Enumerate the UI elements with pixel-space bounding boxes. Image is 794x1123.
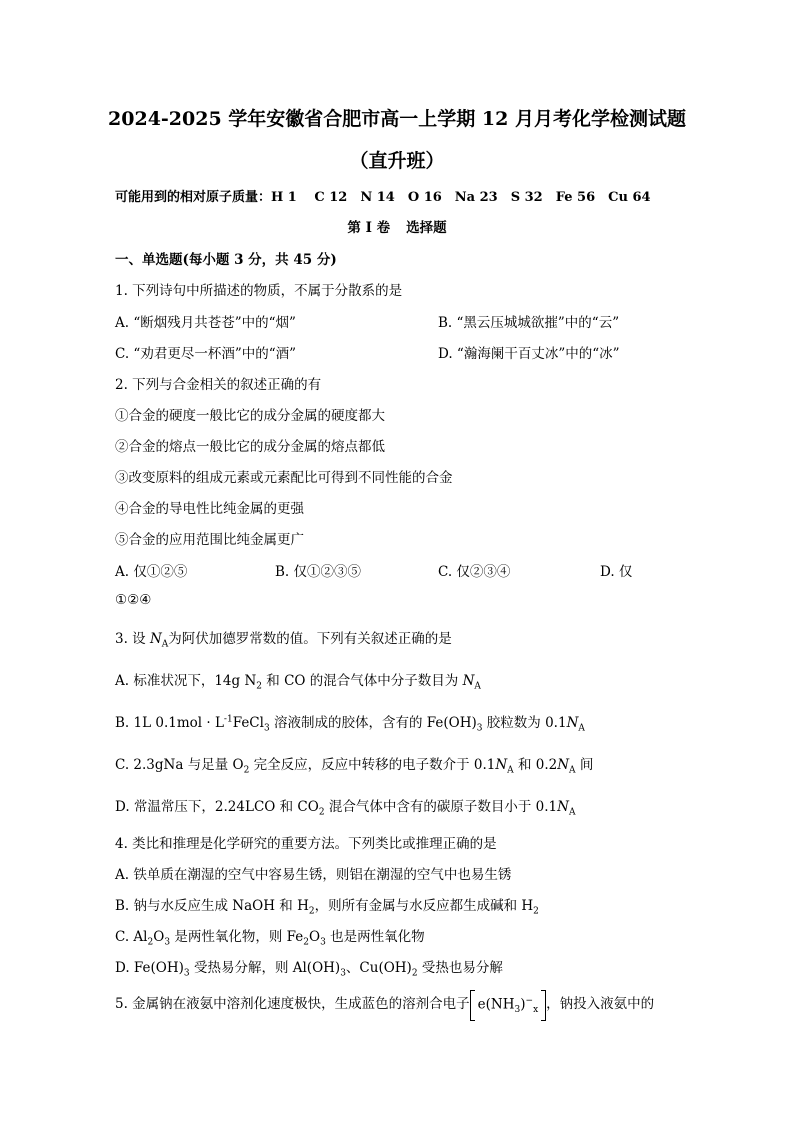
q4-b-pre: B. 钠与水反应生成 NaOH 和 H	[115, 898, 309, 914]
volume-heading	[0, 216, 794, 236]
q4-c-p1: C. Al	[115, 929, 148, 945]
q3-a-mid: 和 CO 的混合气体中分子数目为	[262, 673, 463, 689]
q5-e-subx: x	[533, 1004, 539, 1015]
q5-e-sub3: 3	[514, 1004, 521, 1015]
section-heading: 一、单选题(每小题 3 分，共 45 分)	[115, 252, 337, 268]
q1-option-b: B. “黑云压城城欲摧”中的“云”	[438, 315, 620, 331]
q2-option-c: C. 仅②③④	[438, 564, 511, 580]
q1-stem: 1. 下列诗句中所描述的物质，不属于分散系的是	[115, 283, 403, 299]
q4-c-p4: O	[308, 929, 321, 945]
q4-option-c	[115, 925, 425, 948]
na-sub: A	[507, 765, 514, 776]
na-symbol: N	[149, 631, 162, 647]
q3-c-end: 间	[575, 757, 594, 773]
q4-c-p2: O	[153, 929, 165, 945]
q4-option-d	[115, 956, 503, 979]
q4-b-sub2: 2	[533, 906, 539, 917]
q4-c-s3: 2	[303, 937, 309, 948]
q3-a-pre: A. 标准状况下，14g N	[115, 673, 257, 689]
q2-statement-4: ④合金的导电性比纯金属的更强	[115, 501, 304, 517]
q3-option-c	[115, 753, 593, 776]
q3-c-mid: 完全反应，反应中转移的电子数介于 0.1	[249, 757, 496, 773]
q3-b-pre: B. 1L 0.1mol · L	[115, 715, 224, 731]
na-sub: A	[568, 807, 576, 818]
q4-c-s4: 3	[320, 937, 326, 948]
q4-d-p4: 受热也易分解	[417, 960, 503, 976]
q3-b-sup: -1	[223, 714, 233, 725]
q5-stem	[115, 992, 654, 1015]
q4-d-s3: 2	[411, 968, 418, 979]
q2-statement-5: ⑤合金的应用范围比纯金属更广	[115, 532, 304, 548]
q4-b-sub1: 2	[308, 906, 315, 917]
q2-option-d: D. 仅	[600, 564, 633, 580]
q4-c-s2: 3	[164, 937, 171, 948]
na-sub: A	[569, 765, 576, 776]
q3-b-sub3: 3	[263, 723, 270, 734]
q4-d-s2: 3	[340, 968, 346, 979]
q1-option-a: A. “断烟残月共苍苍”中的“烟”	[115, 315, 296, 331]
q3-b-mid3: 胶粒数为 0.1	[482, 715, 567, 731]
q3-d-sub2: 2	[318, 807, 325, 818]
solvated-electron-formula	[470, 996, 546, 1015]
na-symbol: N	[557, 799, 569, 815]
na-sub: A	[578, 723, 585, 734]
q3-stem	[115, 627, 452, 650]
q1-option-d: D. “瀚海阑干百丈冰”中的“冰”	[438, 346, 620, 362]
q4-c-p5: 也是两性氧化物	[325, 929, 425, 945]
q5-stem-post: ，钠投入液氨中的	[546, 996, 655, 1012]
q3-b-mid2: 溶液制成的胶体，含有的 Fe(OH)	[269, 715, 477, 731]
q3-b-mid1: FeCl	[232, 715, 264, 731]
q2-statement-1: ①合金的硬度一般比它的成分金属的硬度都大	[115, 408, 385, 424]
atomic-masses: 可能用到的相对原子质量：H 1 C 12 N 14 O 16 Na 23 S 32 Fe 56 Cu 64	[115, 190, 651, 205]
q2-statement-2: ②合金的熔点一般比它的成分金属的熔点都低	[115, 439, 385, 455]
volume-label: 第 I 卷	[347, 220, 391, 236]
q4-d-s1: 3	[183, 968, 190, 979]
na-symbol: N	[495, 757, 508, 773]
q1-option-c: C. “劝君更尽一杯酒”中的“酒”	[115, 346, 297, 362]
volume-name: 选择题	[406, 220, 447, 236]
na-sub: A	[161, 639, 169, 650]
q2-stem: 2. 下列与合金相关的叙述正确的有	[115, 377, 322, 393]
q4-b-mid: ，则所有金属与水反应都生成碱和 H	[314, 898, 534, 914]
q4-c-p3: 是两性氧化物，则 Fe	[170, 929, 304, 945]
q3-option-b	[115, 711, 585, 734]
q3-c-pre: C. 2.3gNa 与足量 O	[115, 757, 244, 773]
q3-c-sub2: 2	[243, 765, 250, 776]
q5-e-sup: −	[525, 995, 534, 1006]
q5-e: e(NH	[477, 996, 515, 1012]
q4-option-a: A. 铁单质在潮湿的空气中容易生锈，则铝在潮湿的空气中也易生锈	[115, 867, 512, 883]
q2-option-d-cont: ①②④	[115, 592, 152, 608]
q2-statement-3: ③改变原料的组成元素或元素配比可得到不同性能的合金	[115, 470, 453, 486]
q3-b-sub3b: 3	[476, 723, 483, 734]
na-symbol: N	[566, 715, 579, 731]
q4-d-p3: 、Cu(OH)	[345, 960, 412, 976]
q3-c-and: 和 0.2	[513, 757, 558, 773]
q3-option-d	[115, 795, 575, 818]
q3-stem-pre: 3. 设	[115, 631, 150, 647]
na-symbol: N	[462, 673, 475, 689]
q3-option-a	[115, 669, 481, 692]
q2-option-b: B. 仅①②③⑤	[275, 564, 362, 580]
na-sub: A	[474, 681, 481, 692]
q3-a-n2-sub: 2	[256, 681, 262, 692]
exam-subtitle: （直升班）	[349, 150, 445, 172]
q3-d-mid: 混合气体中含有的碳原子数目小于 0.1	[324, 799, 558, 815]
q5-e-close: )	[520, 996, 526, 1012]
na-symbol: N	[557, 757, 570, 773]
q5-stem-pre: 5. 金属钠在液氨中溶剂化速度极快，生成蓝色的溶剂合电子	[115, 996, 470, 1012]
q3-stem-post: 为阿伏加德罗常数的值。下列有关叙述正确的是	[168, 631, 452, 647]
q4-stem: 4. 类比和推理是化学研究的重要方法。下列类比或推理正确的是	[115, 836, 497, 852]
exam-title: 2024-2025 学年安徽省合肥市高一上学期 12 月月考化学检测试题	[108, 108, 686, 130]
q2-option-a: A. 仅①②⑤	[115, 564, 188, 580]
q3-d-pre: D. 常温常压下，2.24LCO 和 CO	[115, 799, 319, 815]
q4-c-s1: 2	[147, 937, 154, 948]
q4-d-p2: 受热易分解，则 Al(OH)	[189, 960, 341, 976]
q4-d-p1: D. Fe(OH)	[115, 960, 184, 976]
q4-option-b	[115, 894, 539, 917]
